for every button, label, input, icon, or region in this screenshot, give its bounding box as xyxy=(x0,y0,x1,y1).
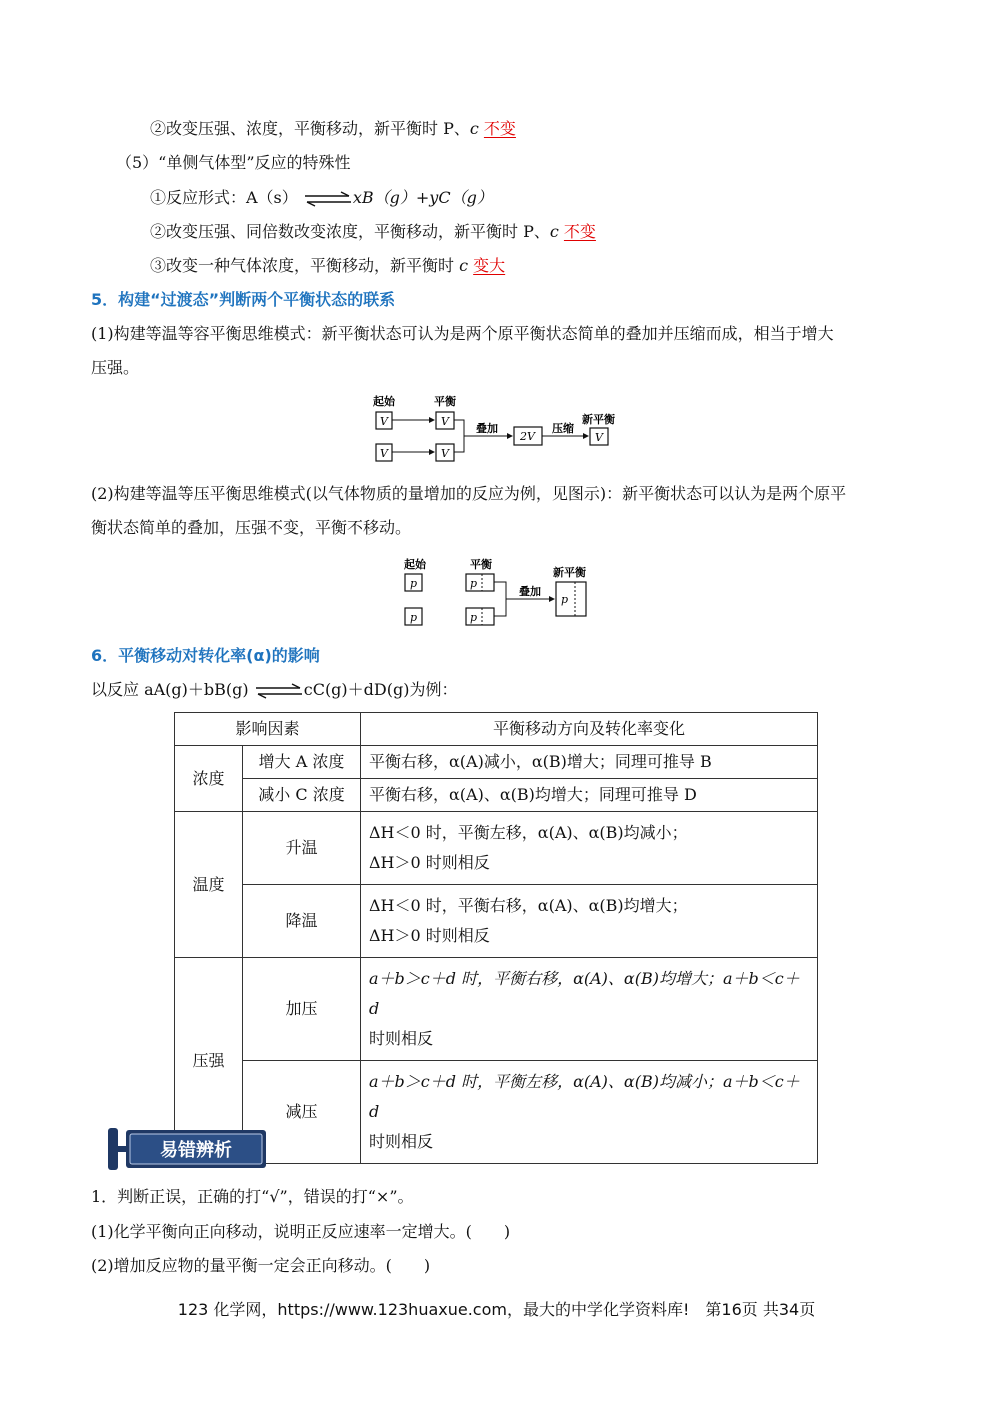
press-down: 减压 xyxy=(243,1061,361,1164)
conc-increase-a-effect: 平衡右移，α(A)减小，α(B)增大；同理可推导 B xyxy=(361,746,818,779)
table-row xyxy=(175,779,818,812)
question-1-2: (2)增加反应物的量平衡一定会正向移动。( ) xyxy=(91,1256,431,1275)
factor-temp: 温度 xyxy=(175,812,243,958)
line-pressure-conc: ②改变压强、浓度，平衡移动，新平衡时 P、c 不变 xyxy=(150,119,516,138)
line-pressure-same-ratio: ②改变压强、同倍数改变浓度，平衡移动，新平衡时 P、c 不变 xyxy=(150,222,596,241)
para-5-1-line1: (1)构建等温等容平衡思维模式：新平衡状态可认为是两个原平衡状态简单的叠加并压缩而成，相当于增大 xyxy=(91,324,834,343)
svg-text:p: p xyxy=(470,577,478,590)
temp-up: 升温 xyxy=(243,812,361,885)
svg-text:p: p xyxy=(410,577,418,590)
svg-text:p: p xyxy=(561,593,569,606)
conc-decrease-c-effect: 平衡右移，α(A)、α(B)均增大；同理可推导 D xyxy=(361,779,818,812)
svg-text:V: V xyxy=(441,447,449,460)
temp-down-effect: ΔH＜0 时，平衡右移，α(A)、α(B)均增大； ΔH＞0 时则相反 xyxy=(361,885,818,958)
d1-add-label: 叠加 xyxy=(476,422,498,435)
section-6-intro: 以反应 aA(g)＋bB(g) cC(g)＋dD(g)为例： xyxy=(91,680,458,699)
table-row xyxy=(175,958,818,1061)
svg-text:V: V xyxy=(380,415,388,428)
equilibrium-arrow-icon xyxy=(303,191,353,207)
press-up: 加压 xyxy=(243,958,361,1061)
header-factor: 影响因素 xyxy=(175,713,361,746)
header-effect: 平衡移动方向及转化率变化 xyxy=(361,713,818,746)
error-analysis-badge xyxy=(108,1126,268,1172)
d1-start-label: 起始 xyxy=(373,395,395,408)
conversion-effect-table xyxy=(174,712,818,1164)
d2-start-label: 起始 xyxy=(404,558,426,571)
equilibrium-arrow-icon xyxy=(254,683,304,699)
conc-decrease-c: 减小 C 浓度 xyxy=(243,779,361,812)
d1-compress-label: 压缩 xyxy=(552,422,574,435)
badge-label: 易错辨析 xyxy=(160,1140,232,1161)
question-1-1: (1)化学平衡向正向移动，说明正反应速率一定增大。( ) xyxy=(91,1222,511,1241)
d2-eq-label: 平衡 xyxy=(470,558,492,571)
answer-unchanged-2: 不变 xyxy=(563,222,596,241)
factor-conc: 浓度 xyxy=(175,746,243,812)
question-1: 1．判断正误，正确的打“√”，错误的打“×”。 xyxy=(91,1187,414,1206)
press-up-effect: a＋b＞c＋d 时，平衡右移，α(A)、α(B)均增大；a＋b＜c＋d 时则相反 xyxy=(361,958,818,1061)
table-row xyxy=(175,746,818,779)
constant-volume-diagram xyxy=(370,392,630,468)
press-down-effect: a＋b＞c＋d 时，平衡左移，α(A)、α(B)均减小；a＋b＜c＋d 时则相反 xyxy=(361,1061,818,1164)
svg-text:V: V xyxy=(595,431,603,444)
answer-increase: 变大 xyxy=(473,256,506,275)
temp-down: 降温 xyxy=(243,885,361,958)
reaction-form-line: ①反应形式：A（s） xB（g）+yC（g） xyxy=(150,188,493,207)
temp-up-effect: ΔH＜0 时，平衡左移，α(A)、α(B)均减小； ΔH＞0 时则相反 xyxy=(361,812,818,885)
svg-text:V: V xyxy=(441,415,449,428)
d1-eq-label: 平衡 xyxy=(434,395,456,408)
svg-text:V: V xyxy=(380,447,388,460)
table-header-row xyxy=(175,713,818,746)
subsection-5-title: （5）“单侧气体型”反应的特殊性 xyxy=(116,153,351,172)
line-one-gas: ③改变一种气体浓度，平衡移动，新平衡时 c 变大 xyxy=(150,256,506,275)
d1-new-label: 新平衡 xyxy=(582,413,615,426)
table-row xyxy=(175,1061,818,1164)
section-6-title: 6．平衡移动对转化率(α)的影响 xyxy=(91,646,320,665)
conc-increase-a: 增大 A 浓度 xyxy=(243,746,361,779)
page-footer: 123 化学网，https://www.123huaxue.com，最大的中学化学资料库! 第16页 共34页 xyxy=(177,1300,816,1319)
constant-pressure-diagram xyxy=(398,556,594,630)
table-row xyxy=(175,885,818,958)
table-row xyxy=(175,812,818,885)
d2-add-label: 叠加 xyxy=(519,585,541,598)
factor-press: 压强 xyxy=(175,958,243,1164)
svg-text:2V: 2V xyxy=(520,430,535,443)
para-5-2-line1: (2)构建等温等压平衡思维模式(以气体物质的量增加的反应为例，见图示)：新平衡状态可以认为是两个原平 xyxy=(91,484,847,503)
para-5-1-line2: 压强。 xyxy=(91,358,140,377)
d2-new-label: 新平衡 xyxy=(553,566,586,579)
answer-unchanged: 不变 xyxy=(483,119,516,138)
svg-text:p: p xyxy=(470,611,478,624)
para-5-2-line2: 衡状态简单的叠加，压强不变，平衡不移动。 xyxy=(91,518,412,537)
svg-text:p: p xyxy=(410,611,418,624)
section-5-title: 5．构建“过渡态”判断两个平衡状态的联系 xyxy=(91,290,396,309)
